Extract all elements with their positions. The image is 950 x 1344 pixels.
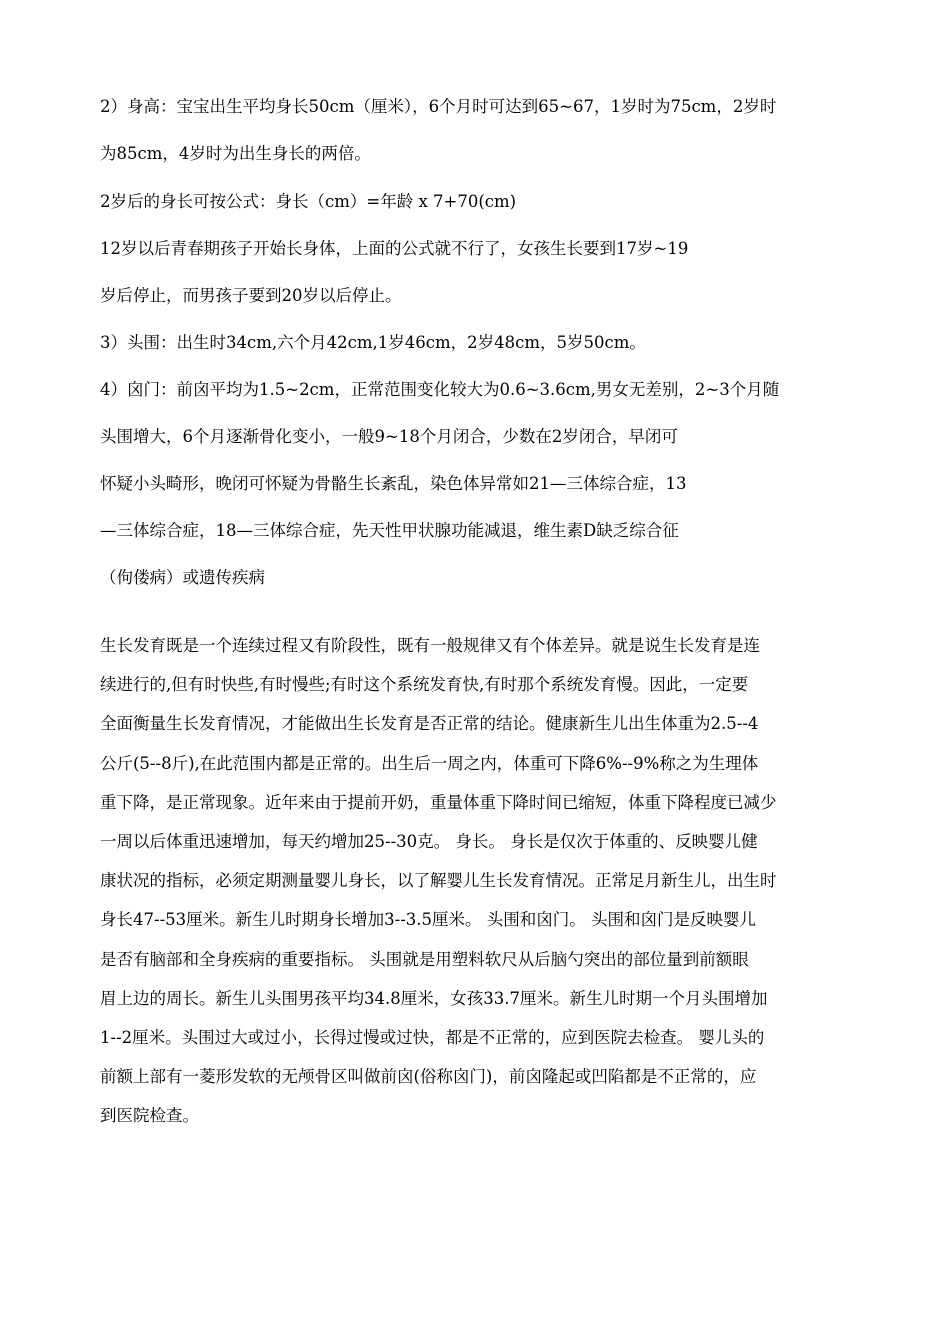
- text-line: （佝偻病）或遗传疾病: [100, 568, 265, 587]
- paragraph-line: 康状况的指标，必须定期测量婴儿身长，以了解婴儿生长发育情况。正常足月新生儿，出生时: [100, 871, 777, 891]
- text-line: 2）身高：宝宝出生平均身长50cm（厘米），6个月时可达到65~67，1岁时为75cm，2岁时: [100, 97, 777, 116]
- body-paragraph: [100, 626, 860, 1136]
- text-line: 为85cm，4岁时为出生身长的两倍。: [100, 144, 371, 163]
- paragraph-line: 全面衡量生长发育情况，才能做出生长发育是否正常的结论。健康新生儿出生体重为2.5--4: [100, 714, 759, 734]
- text-line: 4）囟门：前囟平均为1.5~2cm，正常范围变化较大为0.6~3.6cm,男女无差别，2~3个月随: [100, 380, 780, 399]
- paragraph-line: 前额上部有一菱形发软的无颅骨区叫做前囟(俗称囟门)，前囟隆起或凹陷都是不正常的，应: [100, 1067, 757, 1087]
- paragraph-line: 续进行的,但有时快些,有时慢些;有时这个系统发育快,有时那个系统发育慢。因此，一定要: [100, 675, 749, 695]
- paragraph-line: 是否有脑部和全身疾病的重要指标。 头围就是用塑料软尺从后脑勺突出的部位量到前额眼: [100, 949, 749, 969]
- text-line: 12岁以后青春期孩子开始长身体，上面的公式就不行了，女孩生长要到17岁~19: [100, 239, 689, 258]
- text-line: 岁后停止，而男孩子要到20岁以后停止。: [100, 286, 402, 305]
- text-line: 怀疑小头畸形，晚闭可怀疑为骨骼生长紊乱，染色体异常如21—三体综合症，13: [100, 474, 687, 493]
- paragraph-line: 到医院检查。: [100, 1106, 199, 1126]
- text-line: 头围增大，6个月逐渐骨化变小，一般9~18个月闭合，少数在2岁闭合，早闭可: [100, 427, 678, 446]
- paragraph-line: 一周以后体重迅速增加，每天约增加25--30克。 身长。 身长是仅次于体重的、反映婴儿健: [100, 832, 758, 852]
- paragraph-line: 身长47--53厘米。新生儿时期身长增加3--3.5厘米。 头围和囟门。 头围和囟门是反映婴儿: [100, 910, 757, 930]
- text-line: —三体综合症，18—三体综合症，先天性甲状腺功能减退，维生素D缺乏综合征: [100, 521, 679, 540]
- paragraph-line: 眉上边的周长。新生儿头围男孩平均34.8厘米，女孩33.7厘米。新生儿时期一个月头围增加: [100, 988, 768, 1008]
- paragraph-line: 生长发育既是一个连续过程又有阶段性，既有一般规律又有个体差异。就是说生长发育是连: [100, 636, 760, 655]
- paragraph-line: 1--2厘米。头围过大或过小，长得过慢或过快，都是不正常的，应到医院去检查。 婴儿头的: [100, 1028, 765, 1048]
- text-line: 3）头围：出生时34cm,六个月42cm,1岁46cm，2岁48cm，5岁50cm。: [100, 333, 646, 352]
- paragraph-line: 重下降，是正常现象。近年来由于提前开奶，重量体重下降时间已缩短，体重下降程度已减少: [100, 792, 777, 812]
- paragraph-line: 公斤(5--8斤),在此范围内都是正常的。出生后一周之内，体重可下降6%--9%称之为生理体: [100, 753, 759, 773]
- text-line: 2岁后的身长可按公式：身长（cm）=年龄 x 7+70(cm): [100, 192, 517, 211]
